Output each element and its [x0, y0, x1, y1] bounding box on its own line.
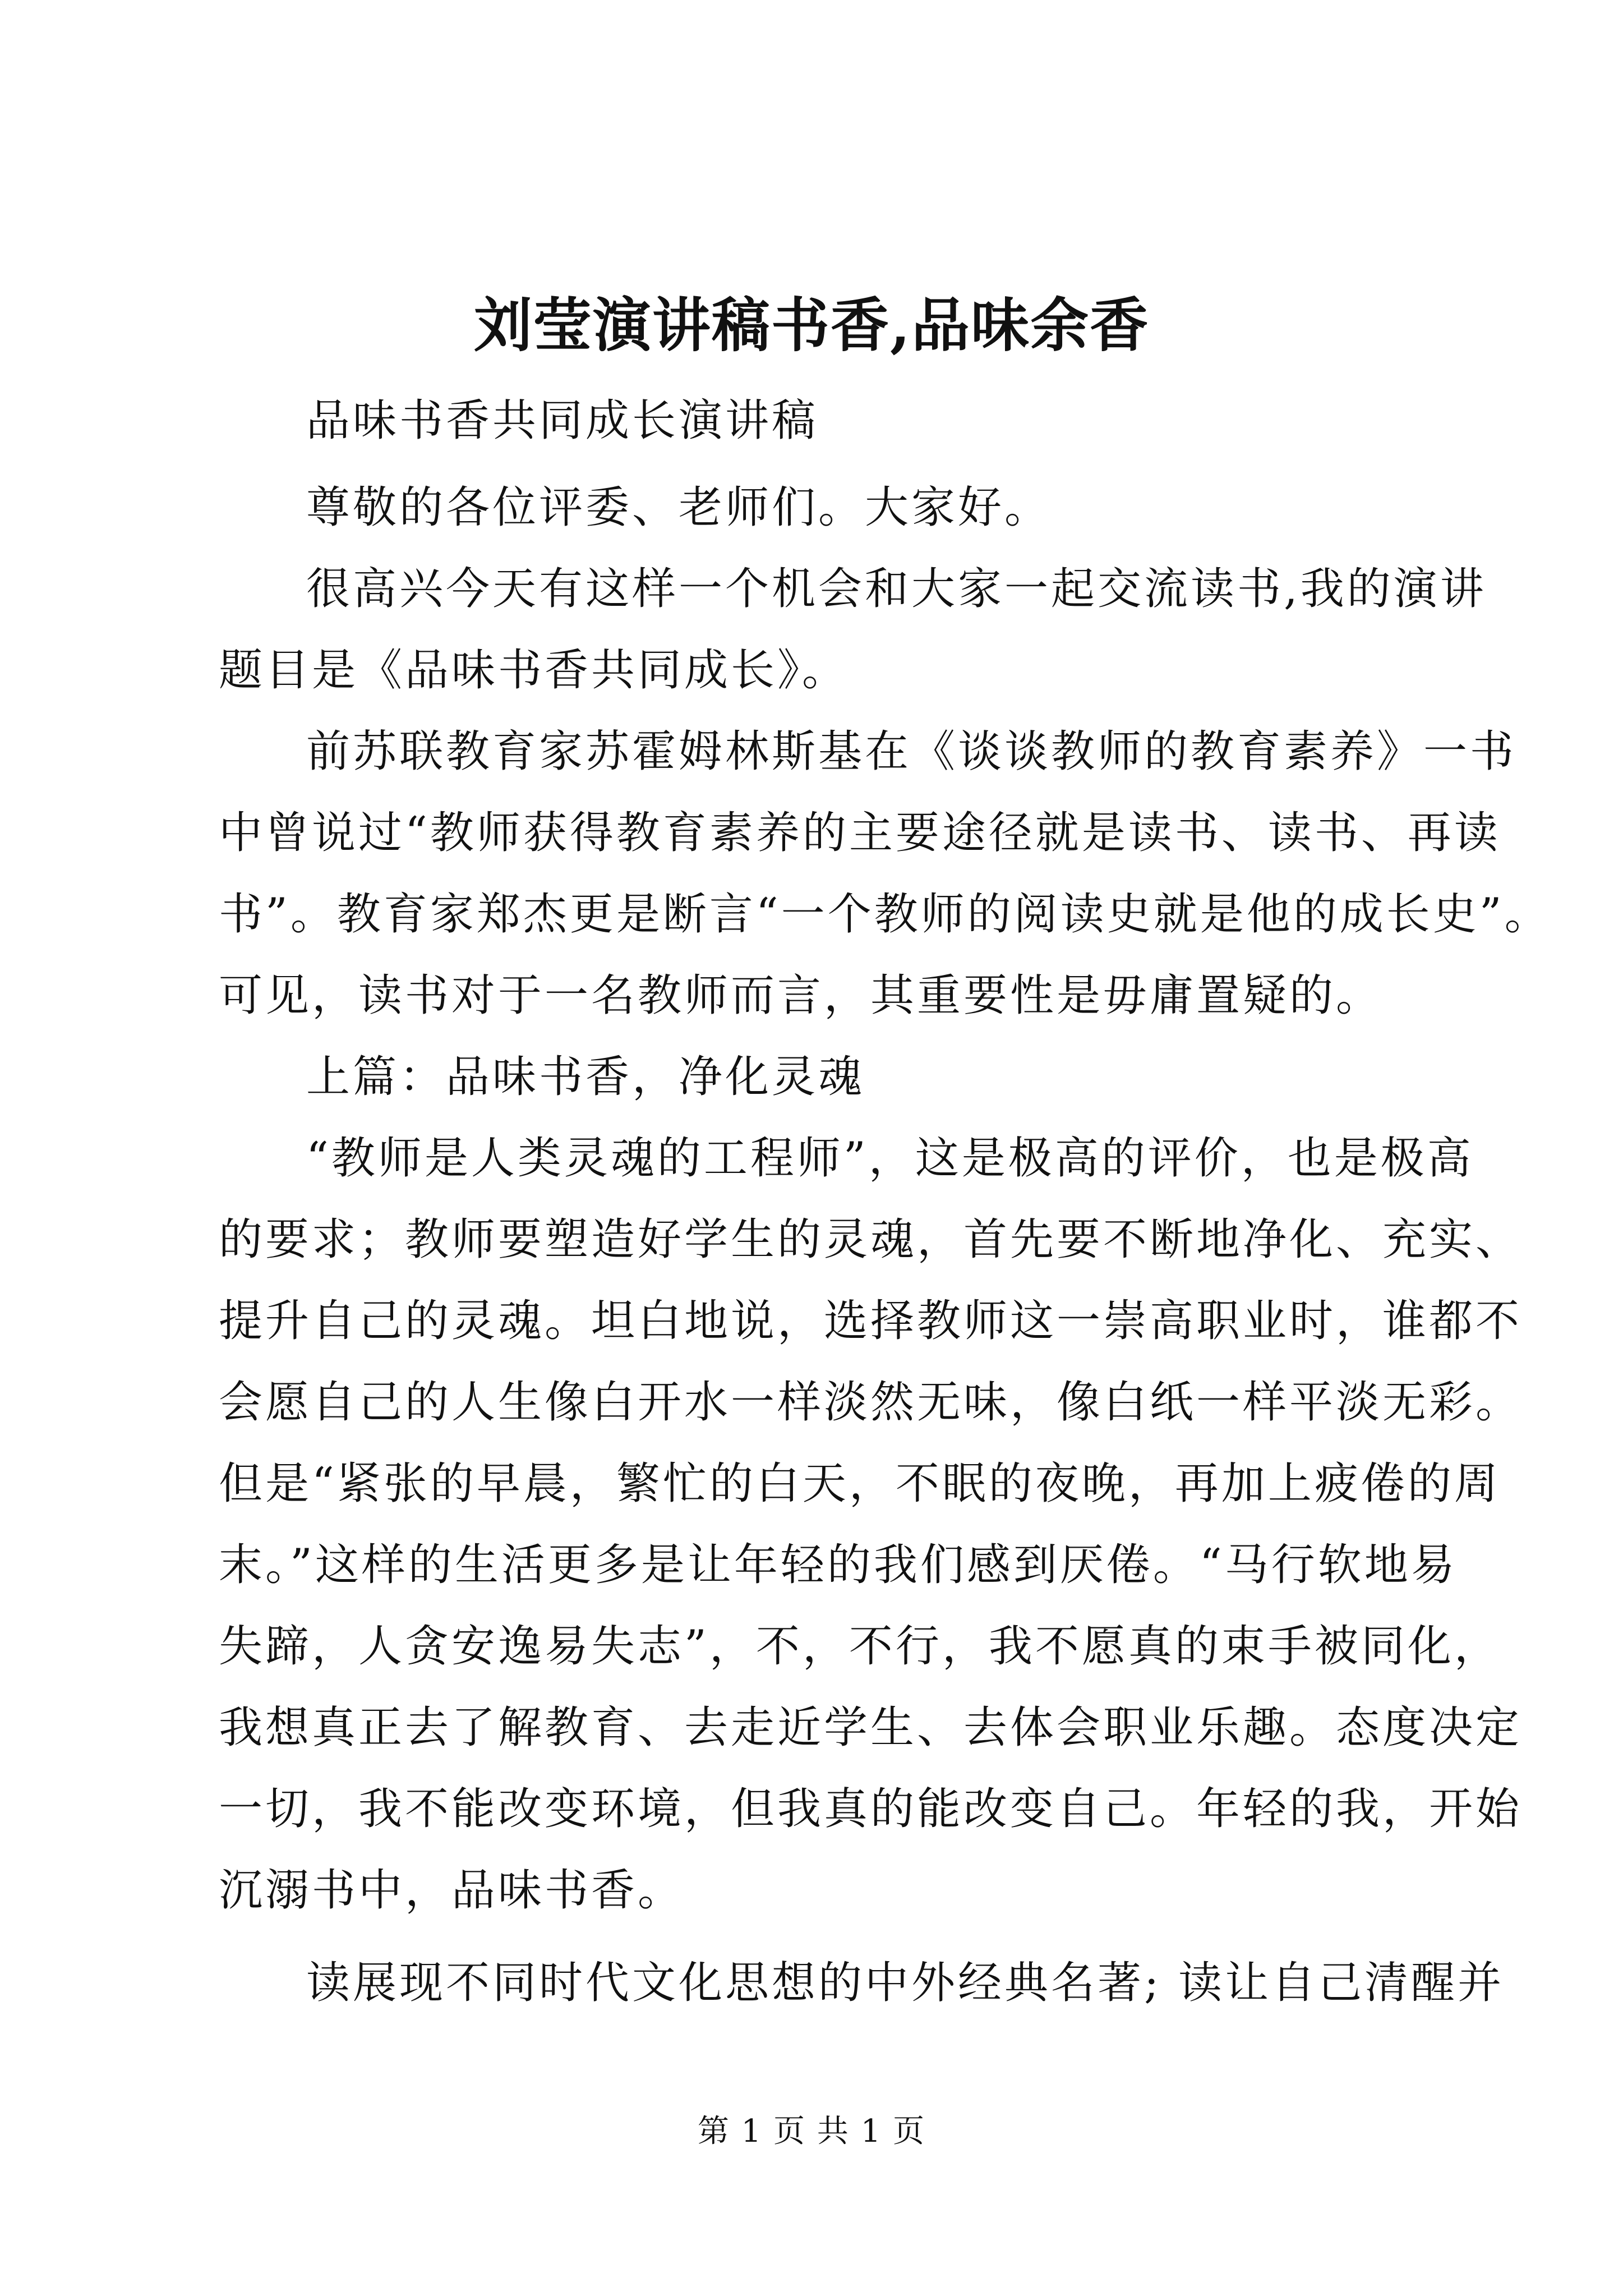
paragraph-line: 会愿自己的人生像白开水一样淡然无味，像白纸一样平淡无彩。 [219, 1377, 1523, 1428]
paragraph-line: 沉溺书中，品味书香。 [219, 1865, 685, 1916]
paragraph-line: 失蹄，人贪安逸易失志”，不，不行，我不愿真的束手被同化， [219, 1621, 1501, 1672]
document-title: 刘莹演讲稿书香,品味余香 [473, 291, 1150, 360]
paragraph-line: 书”。教育家郑杰更是断言“一个教师的阅读史就是他的成长史”。 [219, 889, 1551, 940]
paragraph-line: 题目是《品味书香共同成长》。 [219, 645, 849, 696]
paragraph-line: 读展现不同时代文化思想的中外经典名著; 读让自己清醒并 [306, 1958, 1505, 2008]
paragraph-line: 品味书香共同成长演讲稿 [306, 395, 819, 446]
page-footer: 第 1 页 共 1 页 [697, 2113, 926, 2150]
paragraph-line: 提升自己的灵魂。坦白地说，选择教师这一崇高职业时，谁都不 [219, 1296, 1523, 1346]
paragraph-line: 前苏联教育家苏霍姆林斯基在《谈谈教师的教育素养》一书 [306, 726, 1517, 777]
paragraph-line: 可见，读书对于一名教师而言，其重要性是毋庸置疑的。 [219, 970, 1383, 1021]
section-heading: 上篇：品味书香，净化灵魂 [306, 1052, 865, 1102]
paragraph-line: 一切，我不能改变环境，但我真的能改变自己。年轻的我，开始 [219, 1784, 1523, 1834]
paragraph-line: “教师是人类灵魂的工程师”，这是极高的评价，也是极高 [306, 1133, 1474, 1184]
paragraph-line: 尊敬的各位评委、老师们。大家好。 [306, 482, 1052, 533]
paragraph-line: 很高兴今天有这样一个机会和大家一起交流读书,我的演讲 [306, 564, 1487, 614]
paragraph-line: 中曾说过“教师获得教育素养的主要途径就是读书、读书、再读 [219, 808, 1501, 858]
paragraph-line: 末。”这样的生活更多是让年轻的我们感到厌倦。“马行软地易 [219, 1540, 1458, 1590]
paragraph-line: 但是“紧张的早晨，繁忙的白天，不眠的夜晚，再加上疲倦的周 [219, 1458, 1501, 1509]
paragraph-line: 我想真正去了解教育、去走近学生、去体会职业乐趣。态度决定 [219, 1703, 1523, 1753]
paragraph-line: 的要求；教师要塑造好学生的灵魂，首先要不断地净化、充实、 [219, 1214, 1523, 1265]
